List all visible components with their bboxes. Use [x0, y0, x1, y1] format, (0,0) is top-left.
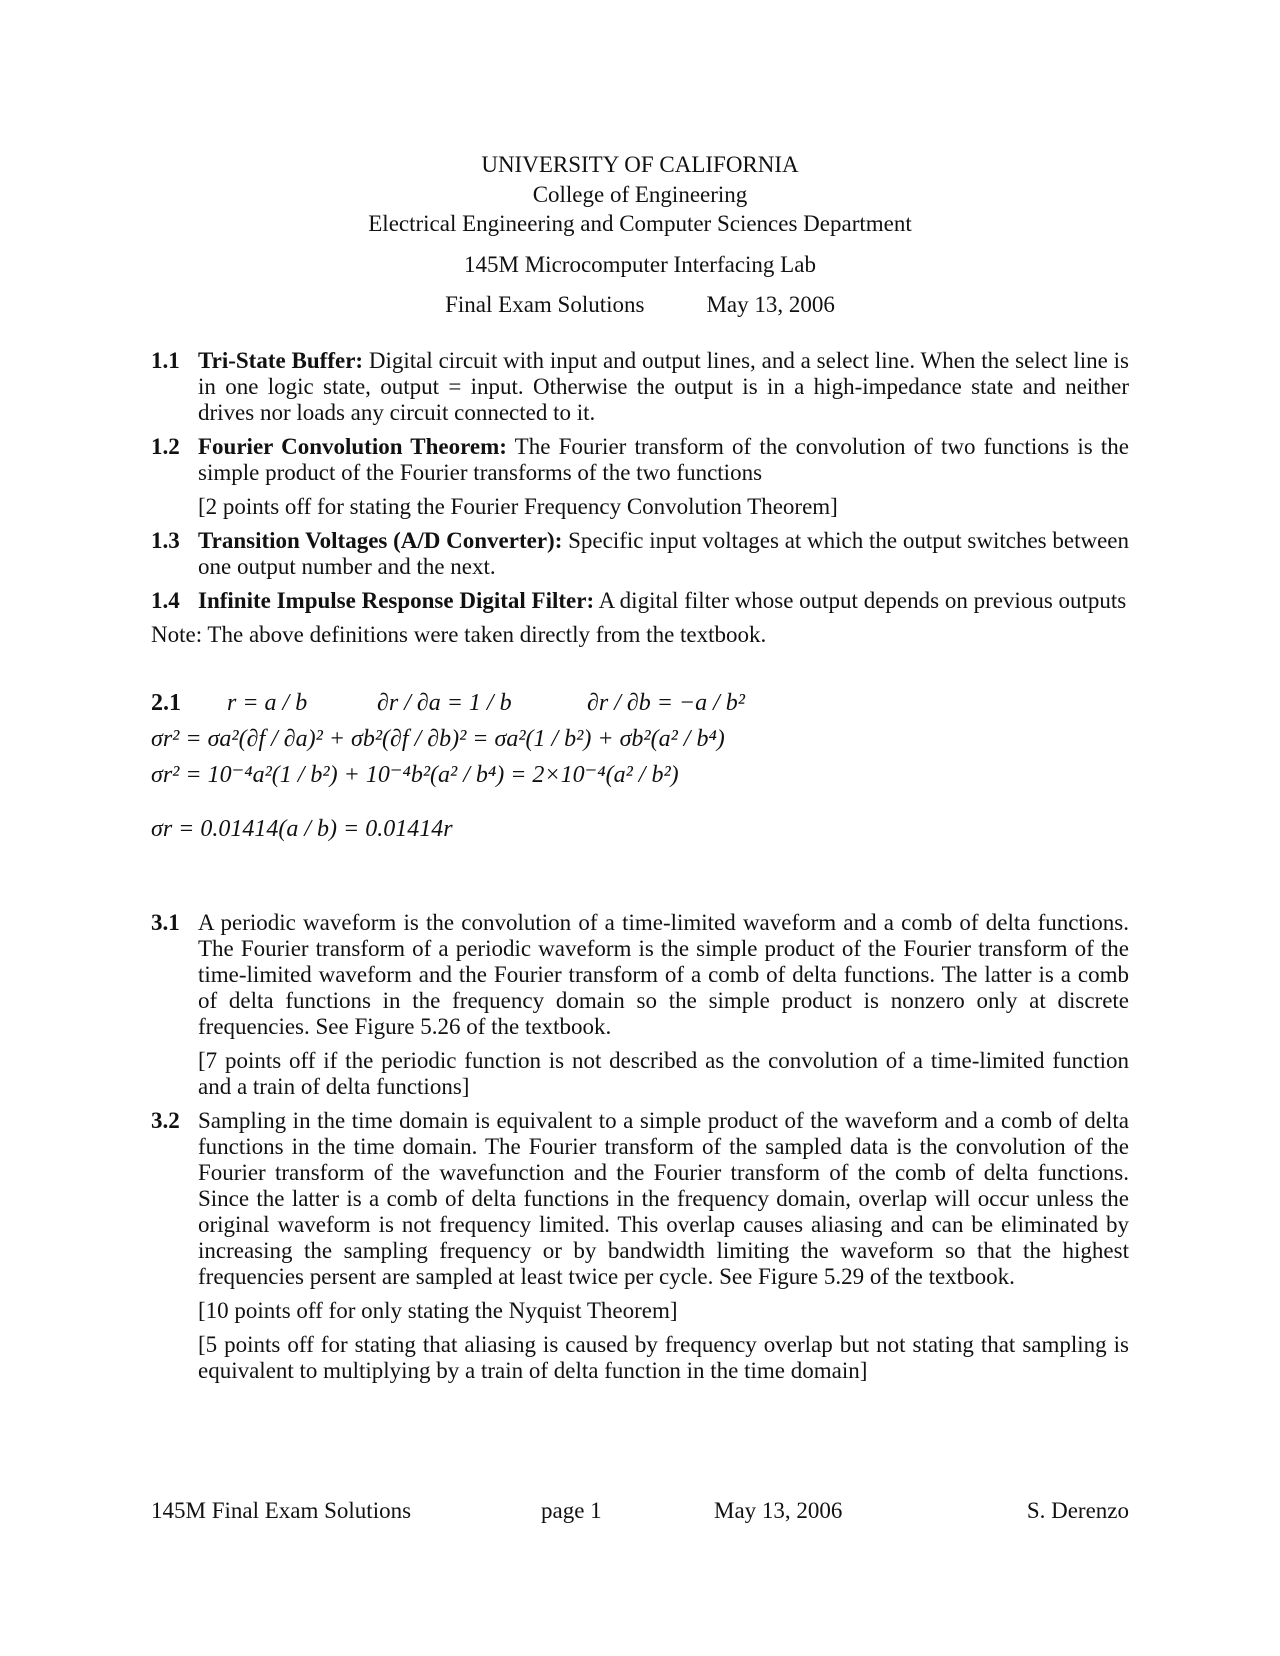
item-paragraph [198, 434, 1129, 486]
item-3-2 [151, 1108, 1129, 1384]
item-text: A digital filter whose output depends on previous outputs [594, 588, 1127, 613]
equation-ratio: r = a / b [227, 690, 308, 716]
item-number: 3.2 [151, 1108, 180, 1133]
item-number: 1.1 [151, 348, 180, 373]
item-1-4 [151, 588, 1129, 614]
section-2 [151, 690, 1129, 852]
exam-title: Final Exam Solutions [445, 292, 645, 317]
equation-variance-substituted: σr² = 10⁻⁴a²(1 / b²) + 10⁻⁴b²(a² / b⁴) = 2×10⁻⁴(a² / b²) [151, 762, 679, 788]
equation-row-3 [151, 762, 1129, 798]
equation-partial-b: ∂r / ∂b = −a / b² [587, 690, 745, 716]
grading-note: [7 points off if the periodic function is not described as the convolution of a time-limited function and a train of delta functions] [198, 1048, 1129, 1099]
item-text: Specific input voltages at which the output switches between one output number and the next. [198, 528, 1129, 579]
item-term: Transition Voltages (A/D Converter): [198, 528, 563, 553]
footer-author: S. Derenzo [1026, 1498, 1129, 1523]
item-term: Infinite Impulse Response Digital Filter: [198, 588, 595, 613]
college-name: College of Engineering [532, 181, 748, 207]
equation-row-1 [151, 690, 1129, 726]
item-number: 2.1 [151, 690, 181, 716]
grading-note: [5 points off for stating that aliasing is caused by frequency overlap but not stating that sampling is equivalent to multiplying by a train of delta function in the time domain] [198, 1332, 1129, 1383]
page-footer [151, 1498, 1129, 1528]
footer-page-number: page 1 [541, 1498, 602, 1523]
equation-row-2 [151, 726, 1129, 762]
item-text: Sampling in the time domain is equivalent to a simple product of the waveform and a comb of delta functions in the time domain. The Fourier transform of the sampled data is the convolution of the Fourier transform of the wavefunction and the Fourier transform of the comb of delta functions. Since the latter is a comb of delta functions in the frequency domain, overlap will occur unless the original waveform is not frequency limited. This overlap causes aliasing and can be eliminated by increasing the sampling frequency or by bandwidth limiting the waveform so that the highest frequencies persent are sampled at least twice per cycle. See Figure 5.29 of the textbook. [198, 1108, 1129, 1289]
document-body [151, 348, 1129, 1392]
item-number: 3.1 [151, 910, 180, 935]
item-1-3 [151, 528, 1129, 580]
section-1 [151, 348, 1129, 648]
item-number: 1.3 [151, 528, 180, 553]
grading-note: [10 points off for only stating the Nyquist Theorem] [198, 1298, 678, 1323]
equation-row-4 [151, 816, 1129, 852]
equation-variance-general: σr² = σa²(∂f / ∂a)² + σb²(∂f / ∂b)² = σa²(1 / b²) + σb²(a² / b⁴) [151, 726, 725, 752]
exam-line [0, 290, 1280, 320]
document-header [0, 150, 1280, 320]
item-term: Fourier Convolution Theorem: [198, 434, 507, 459]
equation-partial-a: ∂r / ∂a = 1 / b [377, 690, 512, 716]
definitions-note: Note: The above definitions were taken directly from the textbook. [151, 622, 767, 647]
item-text: Digital circuit with input and output lines, and a select line. When the select line is in one logic state, output = input. Otherwise the output is in a high-impedance state and neither drives nor loads any circuit connected to it. [198, 348, 1129, 425]
item-3-1 [151, 910, 1129, 1100]
section-3 [151, 910, 1129, 1384]
footer-date: May 13, 2006 [714, 1498, 843, 1523]
item-number: 1.2 [151, 434, 180, 459]
item-1-2 [151, 434, 1129, 520]
footer-title: 145M Final Exam Solutions [151, 1498, 412, 1523]
exam-date: May 13, 2006 [706, 292, 835, 317]
item-term: Tri-State Buffer: [198, 348, 364, 373]
course-title: 145M Microcomputer Interfacing Lab [464, 251, 816, 277]
item-number: 1.4 [151, 588, 180, 613]
item-1-1 [151, 348, 1129, 426]
department-name: Electrical Engineering and Computer Sciences Department [368, 211, 912, 236]
university-name: UNIVERSITY OF CALIFORNIA [481, 152, 799, 177]
item-text: The Fourier transform of the convolution of two functions is the simple product of the Fourier transforms of the two functions [198, 434, 1129, 485]
grading-note: [2 points off for stating the Fourier Frequency Convolution Theorem] [198, 494, 838, 519]
item-text: A periodic waveform is the convolution of a time-limited waveform and a comb of delta functions. The Fourier transform of a periodic waveform is the simple product of the Fourier transform of the time-limited waveform and the Fourier transform of a comb of delta functions. The latter is a comb of delta functions in the frequency domain so the simple product is nonzero only at discrete frequencies. See Figure 5.26 of the textbook. [198, 910, 1129, 1039]
equation-sigma-result: σr = 0.01414(a / b) = 0.01414r [151, 816, 453, 842]
